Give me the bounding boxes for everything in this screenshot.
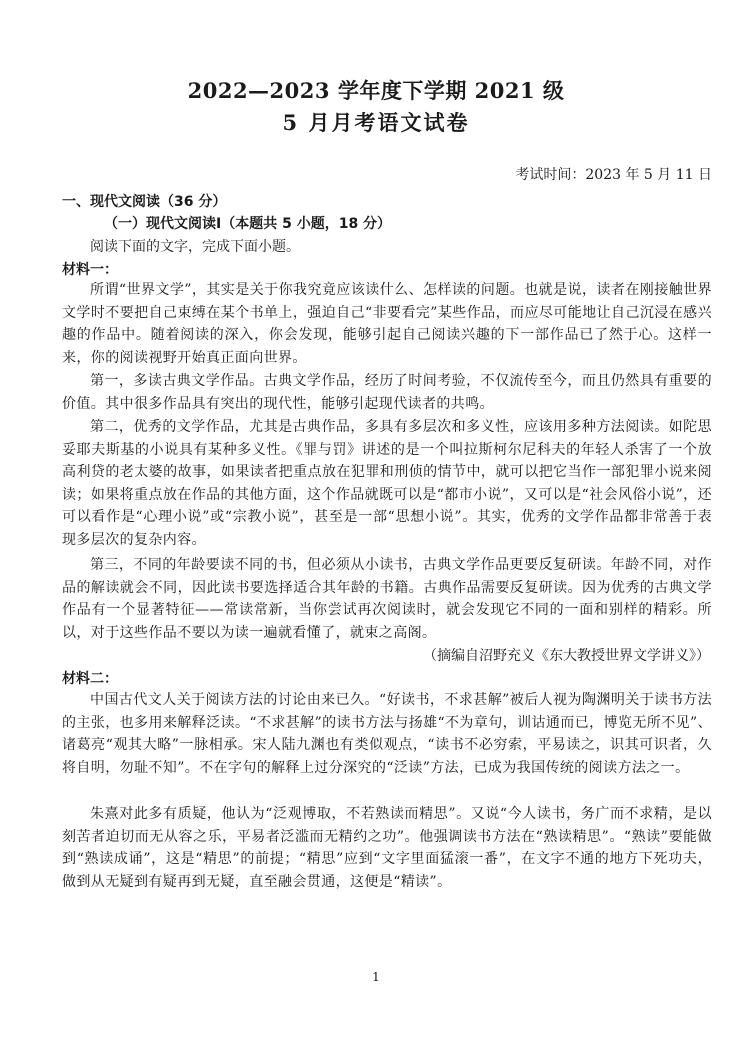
material-1-paragraph: 第二，优秀的文学作品，尤其是古典作品，多具有多层次和多义性，应该用多种方法阅读。如陀思妥耶夫斯基的小说具有某种多义性。《罪与罚》讲述的是一个叫拉斯柯尔尼科夫的年轻人杀害了一个放高利贷的老太婆的故事，如果读者把重点放在犯罪和刑侦的情节中，就可以把它当作一部犯罪小说来阅读；如果将重点放在作品的其他方面，这个作品就既可以是“都市小说”，又可以是“社会风俗小说”，还可以看作是“心理小说”或“宗教小说”，甚至是一部“思想小说”。其实，优秀的文学作品都非常善于表现多层次的复杂内容。 [62, 419, 712, 548]
material-1-paragraph: 第一，多读古典文学作品。古典文学作品，经历了时间考验，不仅流传至今，而且仍然具有重要的价值。其中很多作品具有突出的现代性，能够引起现代读者的共鸣。 [62, 373, 712, 412]
section-heading: 一、现代文阅读（36 分） [62, 194, 227, 210]
page-number: 1 [372, 970, 380, 984]
material-1-source: （摘编自沼野充义《东大教授世界文学讲义》） [423, 648, 710, 664]
page-title: 2022—2023 学年度下学期 2021 级 [187, 78, 565, 103]
exam-time: 考试时间：2023 年 5 月 11 日 [515, 167, 712, 183]
subsection-heading: （一）现代文阅读Ⅰ（本题共 5 小题，18 分） [104, 216, 392, 232]
material-2-paragraph: 中国古代文人关于阅读方法的讨论由来已久。“好读书，不求甚解”被后人视为陶渊明关于读书方法的主张，也多用来解释泛读。“不求甚解”的读书方法与扬雄“不为章句，训诂通而已，博览无所不见”、诸葛亮“观其大略”一脉相承。宋人陆九渊也有类似观点，“读书不必穷索，平易读之，识其可识者，久将自明，勿耻不知”。不在字句的解释上过分深究的“泛读”方法，已成为我国传统的阅读方法之一。 [62, 692, 712, 776]
material-2-label: 材料二： [62, 671, 118, 687]
page-subtitle: 5 月月考语文试卷 [282, 110, 470, 135]
material-1-paragraph: 所谓“世界文学”，其实是关于你我究竟应该读什么、怎样读的问题。也就是说，读者在刚接触世界文学时不要把自己束缚在某个书单上，强迫自己“非要看完”某些作品，而应尽可能地让自己沉浸在感兴趣的作品中。随着阅读的深入，你会发现，能够引起自己阅读兴趣的下一部作品已了然于心。这样一来，你的阅读视野开始真正面向世界。 [62, 282, 712, 366]
material-1-paragraph: 第三，不同的年龄要读不同的书，但必须从小读书，古典文学作品更要反复研读。年龄不同，对作品的解读就会不同，因此读书要选择适合其年龄的书籍。古典作品需要反复研读。因为优秀的古典文学作品有一个显著特征——常读常新，当你尝试再次阅读时，就会发现它不同的一面和别样的精彩。所以，对于这些作品不要以为读一遍就看懂了，就束之高阁。 [62, 557, 712, 641]
material-2-paragraph: 朱熹对此多有质疑，他认为“泛观博取，不若熟读而精思”。又说“今人读书，务广而不求精，是以刻苦者迫切而无从容之乐，平易者泛滥而无精约之功”。他强调读书方法在“熟读精思”。“熟读”要能做到“熟读成诵”，这是“精思”的前提；“精思”应到“文字里面猛滚一番”，在文字不通的地方下死功夫，做到从无疑到有疑再到无疑，直至融会贯通，这便是“精读”。 [62, 806, 712, 890]
reading-instruction: 阅读下面的文字，完成下面小题。 [90, 239, 300, 255]
material-1-label: 材料一： [62, 262, 118, 278]
